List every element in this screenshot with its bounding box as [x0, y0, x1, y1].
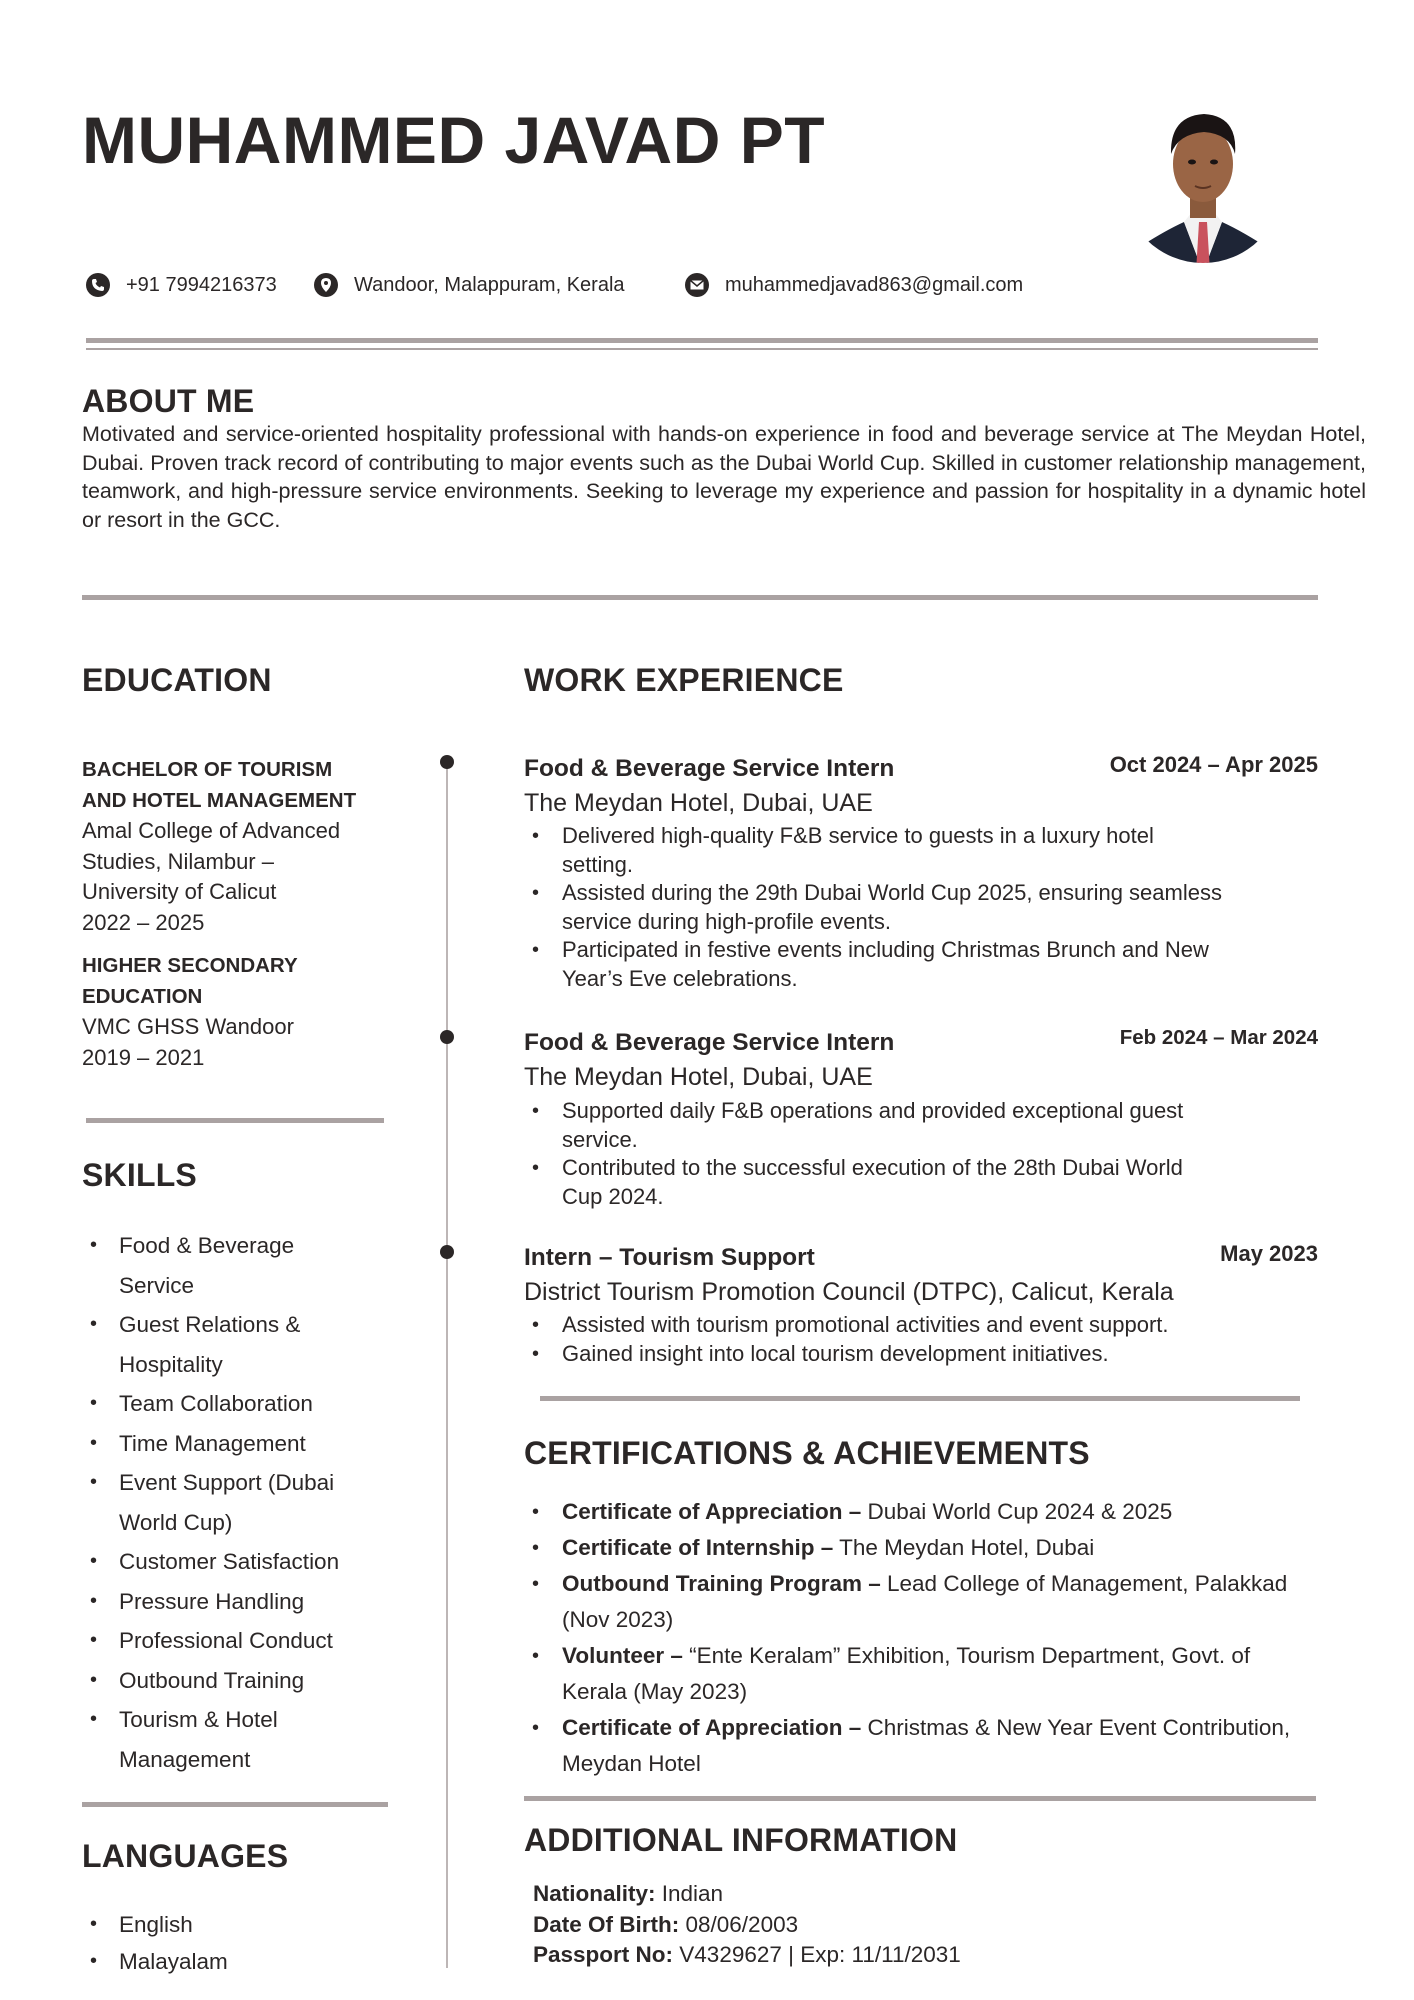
work-title: WORK EXPERIENCE	[524, 662, 844, 698]
contact-phone[interactable]	[86, 268, 277, 302]
nationality-line: Nationality: Indian	[533, 1881, 724, 1906]
job-bullets	[524, 822, 1324, 993]
passport-line: Passport No: V4329627 | Exp: 11/11/2031	[533, 1942, 961, 1967]
job-organization: The Meydan Hotel, Dubai, UAE	[524, 789, 873, 817]
job-title: Food & Beverage Service Intern	[524, 1029, 895, 1056]
skill-item: • Event Support (Dubai World Cup)	[82, 1463, 412, 1542]
contact-location	[314, 268, 625, 302]
job-title: Intern – Tourism Support	[524, 1244, 815, 1271]
phone-icon	[86, 273, 110, 297]
degree-title-cont: AND HOTEL MANAGEMENT	[82, 789, 357, 812]
degree-title-cont: EDUCATION	[82, 985, 203, 1008]
email-icon	[685, 273, 709, 297]
skill-item: • Guest Relations & Hospitality	[82, 1305, 412, 1384]
education-item	[82, 950, 412, 1073]
header-divider-thin	[86, 348, 1318, 350]
job-organization: District Tourism Promotion Council (DTPC), Calicut, Kerala	[524, 1278, 1174, 1306]
institution: VMC GHSS Wandoor	[82, 1014, 294, 1039]
job-bullets	[524, 1311, 1324, 1368]
skills-divider	[82, 1802, 388, 1807]
certification-item: • Certificate of Appreciation – Dubai World Cup 2024 & 2025	[524, 1494, 1314, 1530]
skill-item: • Outbound Training	[82, 1661, 412, 1701]
about-text: Motivated and service-oriented hospitality professional with hands-on experience in food and beverage service at The Meydan Hotel, Dubai. Proven track record of contributing to major events such as the Dubai World Cup. Skilled in customer relationship management, teamwork, and high-pressure service environments. Seeking to leverage my experience and passion for hospitality in a dynamic hotel or resort in the GCC.	[82, 422, 1366, 532]
about-divider	[82, 595, 1318, 600]
timeline-dot	[440, 755, 454, 769]
phone-text: +91 7994216373	[126, 273, 277, 296]
location-text: Wandoor, Malappuram, Kerala	[354, 273, 625, 296]
additional-title: ADDITIONAL INFORMATION	[524, 1822, 958, 1858]
email-text: muhammedjavad863@gmail.com	[725, 273, 1024, 296]
job-bullet: • Assisted with tourism promotional activities and event support.	[524, 1311, 1324, 1340]
job-bullets	[524, 1097, 1324, 1211]
skill-item: • Food & Beverage Service	[82, 1226, 412, 1305]
education-divider	[86, 1118, 384, 1123]
skill-item: • Team Collaboration	[82, 1384, 412, 1424]
timeline-dot	[440, 1245, 454, 1259]
timeline-dot	[440, 1030, 454, 1044]
institution: Amal College of Advanced	[82, 818, 341, 843]
job-bullet: • Supported daily F&B operations and provided exceptional guest service.	[524, 1097, 1324, 1154]
additional-info	[533, 1879, 1313, 1971]
skill-item: • Tourism & Hotel Management	[82, 1700, 412, 1779]
job-date: Oct 2024 – Apr 2025	[1109, 752, 1318, 777]
certifications-title: CERTIFICATIONS & ACHIEVEMENTS	[524, 1435, 1090, 1471]
location-pin-icon	[314, 273, 338, 297]
job-organization: The Meydan Hotel, Dubai, UAE	[524, 1063, 873, 1091]
job-bullet: • Participated in festive events including Christmas Brunch and New Year’s Eve celebrations.	[524, 936, 1324, 993]
language-item: • English	[82, 1906, 382, 1943]
candidate-name: MUHAMMED JAVAD PT	[82, 103, 826, 177]
skills-list	[82, 1226, 412, 1779]
degree-title: HIGHER SECONDARY	[82, 954, 298, 977]
certification-item: • Certificate of Appreciation – Christmas & New Year Event Contribution, Meydan Hotel	[524, 1710, 1314, 1782]
language-item: • Malayalam	[82, 1943, 382, 1980]
languages-list	[82, 1906, 382, 1980]
job-bullet: • Contributed to the successful execution of the 28th Dubai World Cup 2024.	[524, 1154, 1324, 1211]
certification-item: • Outbound Training Program – Lead College of Management, Palakkad (Nov 2023)	[524, 1566, 1314, 1638]
dob-line: Date Of Birth: 08/06/2003	[533, 1911, 799, 1937]
contact-email[interactable]	[685, 268, 1023, 302]
certification-item: • Volunteer – “Ente Keralam” Exhibition, Tourism Department, Govt. of Kerala (May 2023)	[524, 1638, 1314, 1710]
header-divider	[86, 338, 1318, 343]
certification-item: • Certificate of Internship – The Meydan Hotel, Dubai	[524, 1530, 1314, 1566]
skill-item: • Customer Satisfaction	[82, 1542, 412, 1582]
job-bullet: • Gained insight into local tourism development initiatives.	[524, 1340, 1324, 1369]
job-title: Food & Beverage Service Intern	[524, 755, 895, 782]
job-date: May 2023	[1220, 1241, 1318, 1266]
education-years: 2019 – 2021	[82, 1044, 205, 1070]
university: University of Calicut	[82, 879, 277, 904]
institution-cont: Studies, Nilambur –	[82, 848, 274, 874]
skill-item: • Professional Conduct	[82, 1621, 412, 1661]
job-bullet: • Delivered high-quality F&B service to guests in a luxury hotel setting.	[524, 822, 1324, 879]
skills-title: SKILLS	[82, 1157, 197, 1193]
education-item	[82, 754, 412, 938]
education-title: EDUCATION	[82, 662, 272, 698]
certifications-divider	[524, 1796, 1316, 1801]
certifications-list	[524, 1494, 1314, 1782]
job-bullet: • Assisted during the 29th Dubai World Cup 2025, ensuring seamless service during high-profile events.	[524, 879, 1324, 936]
about-title: ABOUT ME	[82, 383, 255, 419]
timeline-line	[446, 762, 448, 1968]
skill-item: • Time Management	[82, 1424, 412, 1464]
skill-item: • Pressure Handling	[82, 1582, 412, 1622]
degree-title: BACHELOR OF TOURISM	[82, 758, 333, 781]
job-date: Feb 2024 – Mar 2024	[1119, 1026, 1318, 1049]
profile-photo	[1122, 72, 1284, 294]
languages-title: LANGUAGES	[82, 1838, 289, 1874]
education-years: 2022 – 2025	[82, 909, 205, 935]
work-divider	[540, 1396, 1300, 1401]
